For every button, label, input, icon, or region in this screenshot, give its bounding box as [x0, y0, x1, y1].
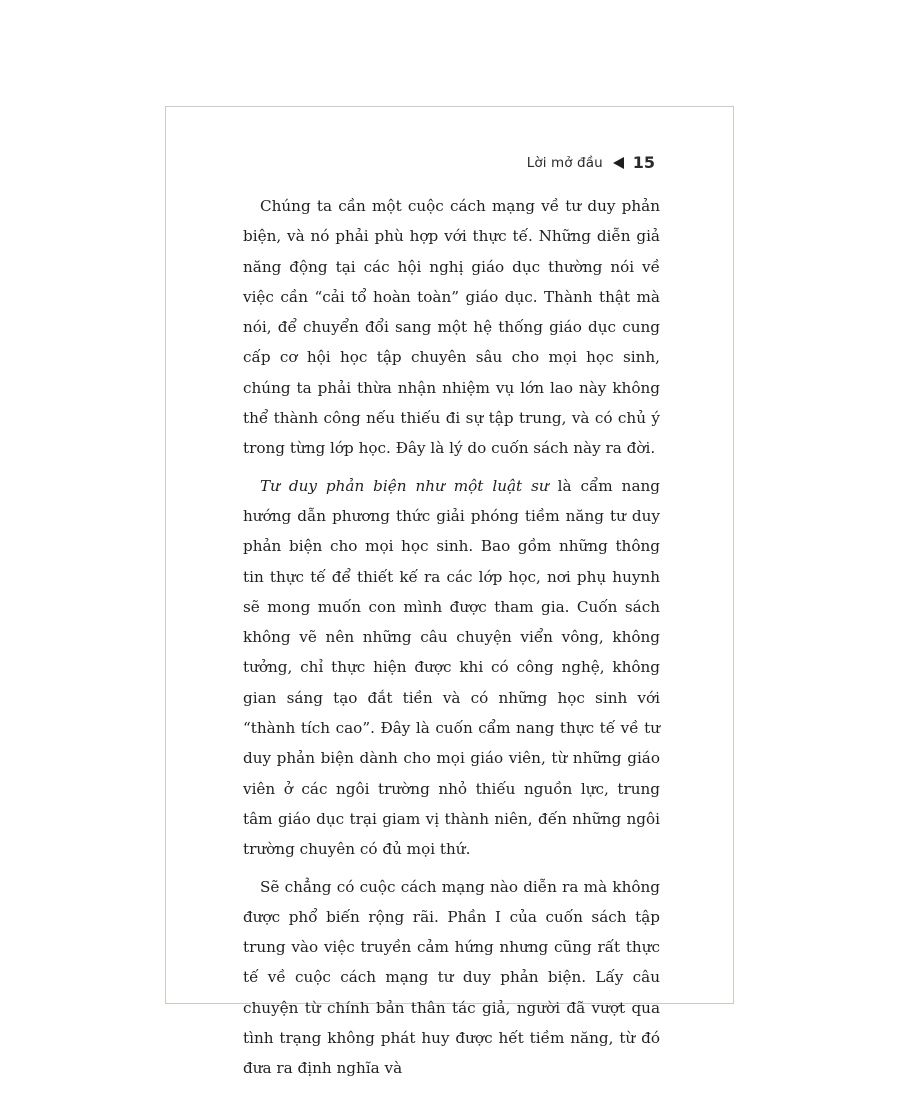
page-number: 15 — [632, 153, 655, 172]
book-title-italic: Tư duy phản biện như một luật sư — [260, 476, 549, 495]
arrow-left-icon — [613, 157, 624, 169]
running-head — [527, 153, 655, 172]
paragraph-1 — [243, 191, 660, 464]
paragraph-2 — [243, 471, 660, 865]
section-title: Lời mở đầu — [526, 154, 603, 171]
body-text — [243, 191, 660, 1091]
book-page — [165, 106, 734, 1078]
paragraph-text: là cẩm nang hướng dẫn phương thức giải phóng tiềm năng tư duy phản biện cho mọi học sinh. Bao gồm những thông tin thực tế để thiết kế ra các lớp học, nơi phụ huynh sẽ mong muốn con mình được tham gia. Cuốn sách không vẽ nên những câu chuyện viển vông, không tưởng, chỉ thực hiện được khi có công nghệ, không gian sáng tạo đắt tiền và có những học sinh với “thành tích cao”. Đây là cuốn cẩm nang thực tế về tư duy phản biện dành cho mọi giáo viên, từ những giáo viên ở các ngôi trường nhỏ thiếu nguồn lực, trung tâm giáo dục trại giam vị thành niên, đến những ngôi trường chuyên có đủ mọi thứ. — [243, 476, 660, 859]
paragraph-3 — [243, 872, 660, 1084]
paragraph-text: Chúng ta cần một cuộc cách mạng về tư duy phản biện, và nó phải phù hợp với thực tế. Những diễn giả năng động tại các hội nghị giáo dục thường nói về việc cần “cải tổ hoàn toàn” giáo dục. Thành thật mà nói, để chuyển đổi sang một hệ thống giáo dục cung cấp cơ hội học tập chuyên sâu cho mọi học sinh, chúng ta phải thừa nhận nhiệm vụ lớn lao này không thể thành công nếu thiếu đi sự tập trung, và có chủ ý trong từng lớp học. Đây là lý do cuốn sách này ra đời. — [243, 197, 660, 458]
paragraph-text: Sẽ chẳng có cuộc cách mạng nào diễn ra mà không được phổ biến rộng rãi. Phần I của cuốn sách tập trung vào việc truyền cảm hứng nhưng cũng rất thực tế về cuộc cách mạng tư duy phản biện. Lấy câu chuyện từ chính bản thân tác giả, người đã vượt qua tình trạng không phát huy được hết tiềm năng, từ đó đưa ra định nghĩa và — [243, 877, 660, 1078]
